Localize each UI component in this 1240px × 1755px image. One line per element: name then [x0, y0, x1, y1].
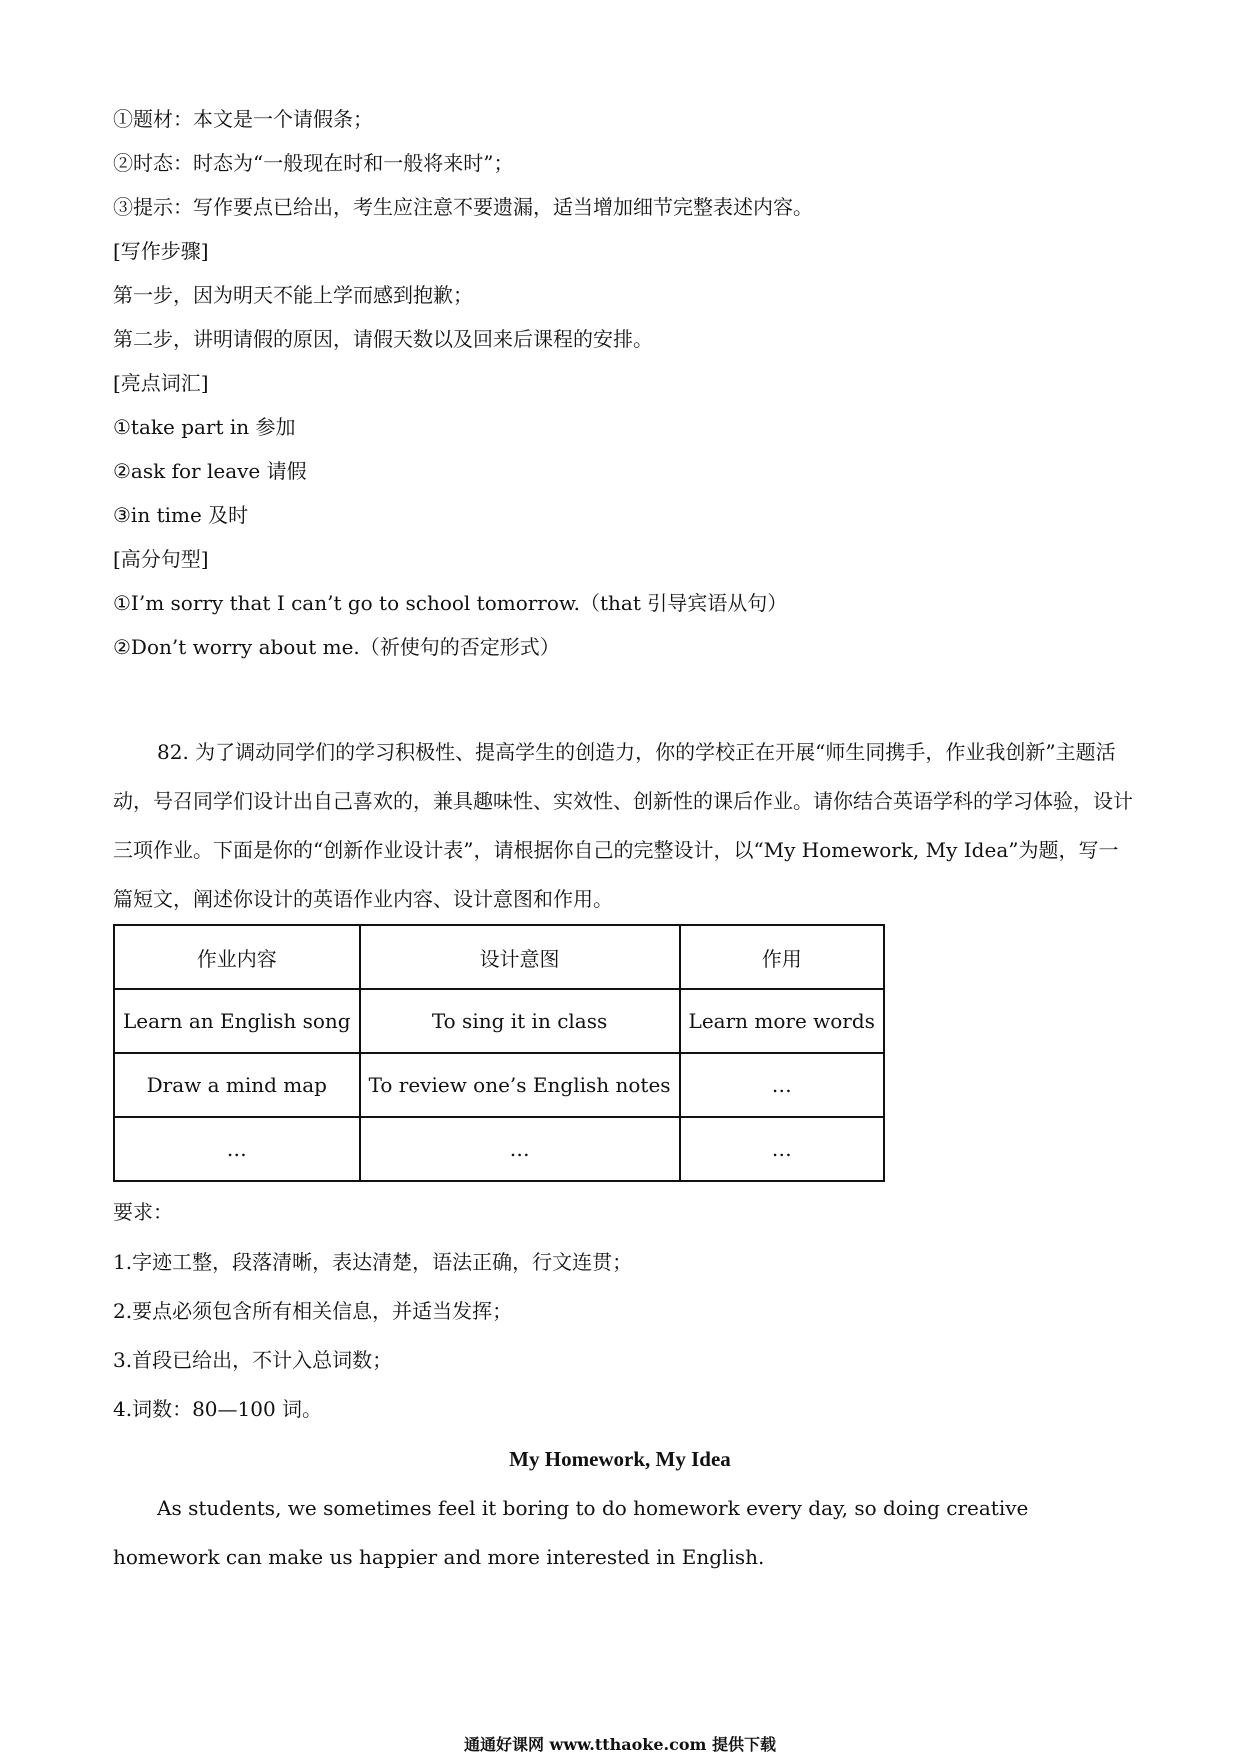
page-footer: 通通好课网 www.tthaoke.com 提供下载	[463, 1735, 777, 1754]
table-row	[114, 1117, 884, 1181]
essay-first-paragraph	[113, 1484, 1133, 1582]
table-cell: Draw a mind map	[114, 1053, 360, 1117]
vocabulary-item-2: ②ask for leave 请假	[113, 459, 307, 483]
question-82-text: 82. 为了调动同学们的学习积极性、提高学生的创造力，你的学校正在开展“师生同携手，作业我创新”主题活动，号召同学们设计出自己喜欢的，兼具趣味性、实效性、创新性的课后作业。请你结合英语学科的学习体验，设计三项作业。下面是你的“创新作业设计表”，请根据你自己的完整设计，以“My Homework, My Idea”为题，写一篇短文，阐述你设计的英语作业内容、设计意图和作用。	[113, 740, 1133, 911]
essay-first-paragraph-text: As students, we sometimes feel it boring to do homework every day, so doing creative homework can make us happier and more interested in English.	[113, 1496, 1029, 1569]
table-header-cell: 作业内容	[114, 925, 360, 989]
requirements-heading: 要求：	[113, 1200, 173, 1224]
table-cell: …	[360, 1117, 680, 1181]
table-cell: …	[114, 1117, 360, 1181]
writing-step-two: 第二步，讲明请假的原因，请假天数以及回来后课程的安排。	[113, 327, 653, 351]
vocabulary-item-1: ①take part in 参加	[113, 415, 296, 439]
sentence-patterns-heading: [高分句型]	[113, 547, 209, 571]
table-row	[114, 989, 884, 1053]
question-82	[113, 728, 1133, 924]
table-header-cell: 设计意图	[360, 925, 680, 989]
table-cell: To sing it in class	[360, 989, 680, 1053]
table-cell: …	[680, 1053, 884, 1117]
table-row	[114, 1053, 884, 1117]
table-cell: To review one’s English notes	[360, 1053, 680, 1117]
homework-design-table	[113, 924, 885, 1182]
table-header-row	[114, 925, 884, 989]
table-cell: Learn more words	[680, 989, 884, 1053]
table-header-cell: 作用	[680, 925, 884, 989]
requirement-2: 2.要点必须包含所有相关信息，并适当发挥；	[113, 1299, 513, 1323]
table-cell: Learn an English song	[114, 989, 360, 1053]
analysis-topic-line: ①题材：本文是一个请假条；	[113, 107, 373, 131]
requirement-1: 1.字迹工整，段落清晰，表达清楚，语法正确，行文连贯；	[113, 1250, 633, 1274]
essay-title: My Homework, My Idea	[509, 1447, 731, 1471]
sentence-pattern-2: ②Don’t worry about me.（祈使句的否定形式）	[113, 635, 560, 659]
analysis-tense-line: ②时态：时态为“一般现在时和一般将来时”；	[113, 151, 514, 175]
writing-step-one: 第一步，因为明天不能上学而感到抱歉；	[113, 283, 473, 307]
requirement-4: 4.词数：80—100 词。	[113, 1397, 323, 1421]
writing-steps-heading: [写作步骤]	[113, 239, 209, 263]
requirement-3: 3.首段已给出，不计入总词数；	[113, 1348, 393, 1372]
table-cell: …	[680, 1117, 884, 1181]
vocabulary-heading: [亮点词汇]	[113, 371, 209, 395]
analysis-hint-line: ③提示：写作要点已给出，考生应注意不要遗漏，适当增加细节完整表述内容。	[113, 195, 813, 219]
sentence-pattern-1: ①I’m sorry that I can’t go to school tomorrow.（that 引导宾语从句）	[113, 591, 788, 615]
vocabulary-item-3: ③in time 及时	[113, 503, 249, 527]
